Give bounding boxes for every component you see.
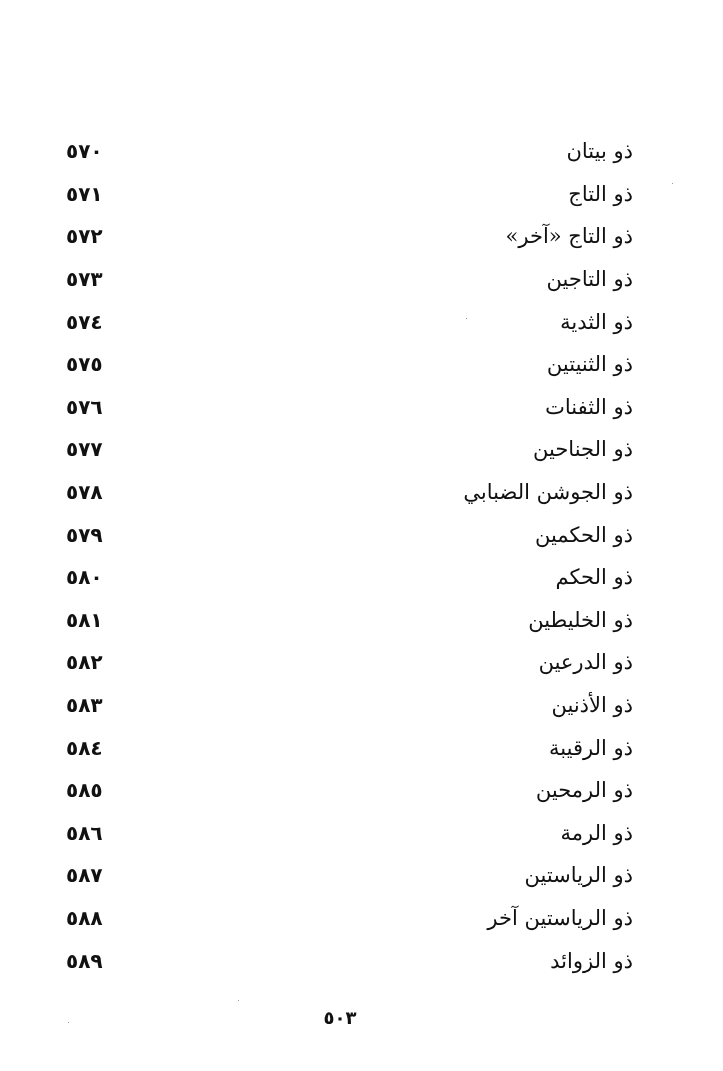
entry-name: ذو الزوائد xyxy=(550,948,633,973)
index-entry xyxy=(60,641,635,684)
entry-number: ٥٧٦ xyxy=(66,394,103,419)
entry-number: ٥٨٢ xyxy=(66,650,103,675)
entry-number: ٥٧١ xyxy=(66,181,103,206)
entry-number: ٥٧٥ xyxy=(66,352,103,377)
scan-speck xyxy=(672,183,673,184)
entry-name: ذو الثدية xyxy=(560,309,633,334)
entry-number: ٥٨٠ xyxy=(66,565,103,590)
entry-number: ٥٨٨ xyxy=(66,905,103,930)
entry-name: ذو الرقيبة xyxy=(549,735,633,760)
index-entry xyxy=(60,854,635,897)
entry-name: ذو الخليطين xyxy=(528,607,633,632)
entry-name: ذو الرمة xyxy=(560,820,633,845)
entry-name: ذو الثنيتين xyxy=(546,352,633,377)
entry-number: ٥٨٧ xyxy=(66,863,103,888)
entry-number: ٥٨٤ xyxy=(66,735,103,760)
scan-speck xyxy=(466,318,467,319)
entry-number: ٥٧٤ xyxy=(66,309,103,334)
entry-name: ذو الدرعين xyxy=(538,650,633,675)
index-entry xyxy=(60,599,635,642)
index-entry xyxy=(60,684,635,727)
index-entry xyxy=(60,939,635,982)
entry-number: ٥٧٩ xyxy=(66,522,103,547)
index-entry xyxy=(60,471,635,514)
entry-number: ٥٧٧ xyxy=(66,437,103,462)
entry-name: ذو الثفنات xyxy=(545,394,633,419)
entry-number: ٥٨٣ xyxy=(66,693,103,718)
page-number: ٥٠٣ xyxy=(323,1008,357,1029)
entry-number: ٥٨٥ xyxy=(66,778,103,803)
entry-name: ذو الجناحين xyxy=(533,437,633,462)
entry-number: ٥٨٩ xyxy=(66,948,103,973)
index-entry xyxy=(60,215,635,258)
index-list xyxy=(60,130,635,982)
index-entry xyxy=(60,343,635,386)
index-entry xyxy=(60,812,635,855)
entry-number: ٥٧٢ xyxy=(66,224,103,249)
index-entry xyxy=(60,130,635,173)
entry-number: ٥٧٨ xyxy=(66,480,103,505)
entry-name: ذو الرياستين آخر xyxy=(487,905,633,930)
entry-name: ذو الأذنين xyxy=(551,693,633,718)
index-entry xyxy=(60,897,635,940)
entry-name: ذو التاج «آخر» xyxy=(505,224,633,249)
index-entry xyxy=(60,258,635,301)
index-entry xyxy=(60,769,635,812)
scan-speck xyxy=(238,1000,239,1001)
index-entry xyxy=(60,300,635,343)
index-entry xyxy=(60,428,635,471)
entry-number: ٥٨٦ xyxy=(66,820,103,845)
index-entry xyxy=(60,556,635,599)
index-entry xyxy=(60,386,635,429)
index-entry xyxy=(60,513,635,556)
index-entry xyxy=(60,173,635,216)
entry-name: ذو التاج xyxy=(568,181,633,206)
entry-name: ذو الحكمين xyxy=(534,522,633,547)
entry-number: ٥٧٠ xyxy=(66,139,103,164)
entry-name: ذو بيتان xyxy=(566,139,633,164)
entry-name: ذو التاجين xyxy=(546,267,633,292)
entry-number: ٥٨١ xyxy=(66,607,103,632)
index-entry xyxy=(60,726,635,769)
entry-name: ذو الرمحين xyxy=(535,778,633,803)
entry-name: ذو الحكم xyxy=(555,565,633,590)
entry-number: ٥٧٣ xyxy=(66,267,103,292)
entry-name: ذو الرياستين xyxy=(524,863,633,888)
scan-speck xyxy=(68,1022,69,1023)
entry-name: ذو الجوشن الضبابي xyxy=(463,480,633,505)
